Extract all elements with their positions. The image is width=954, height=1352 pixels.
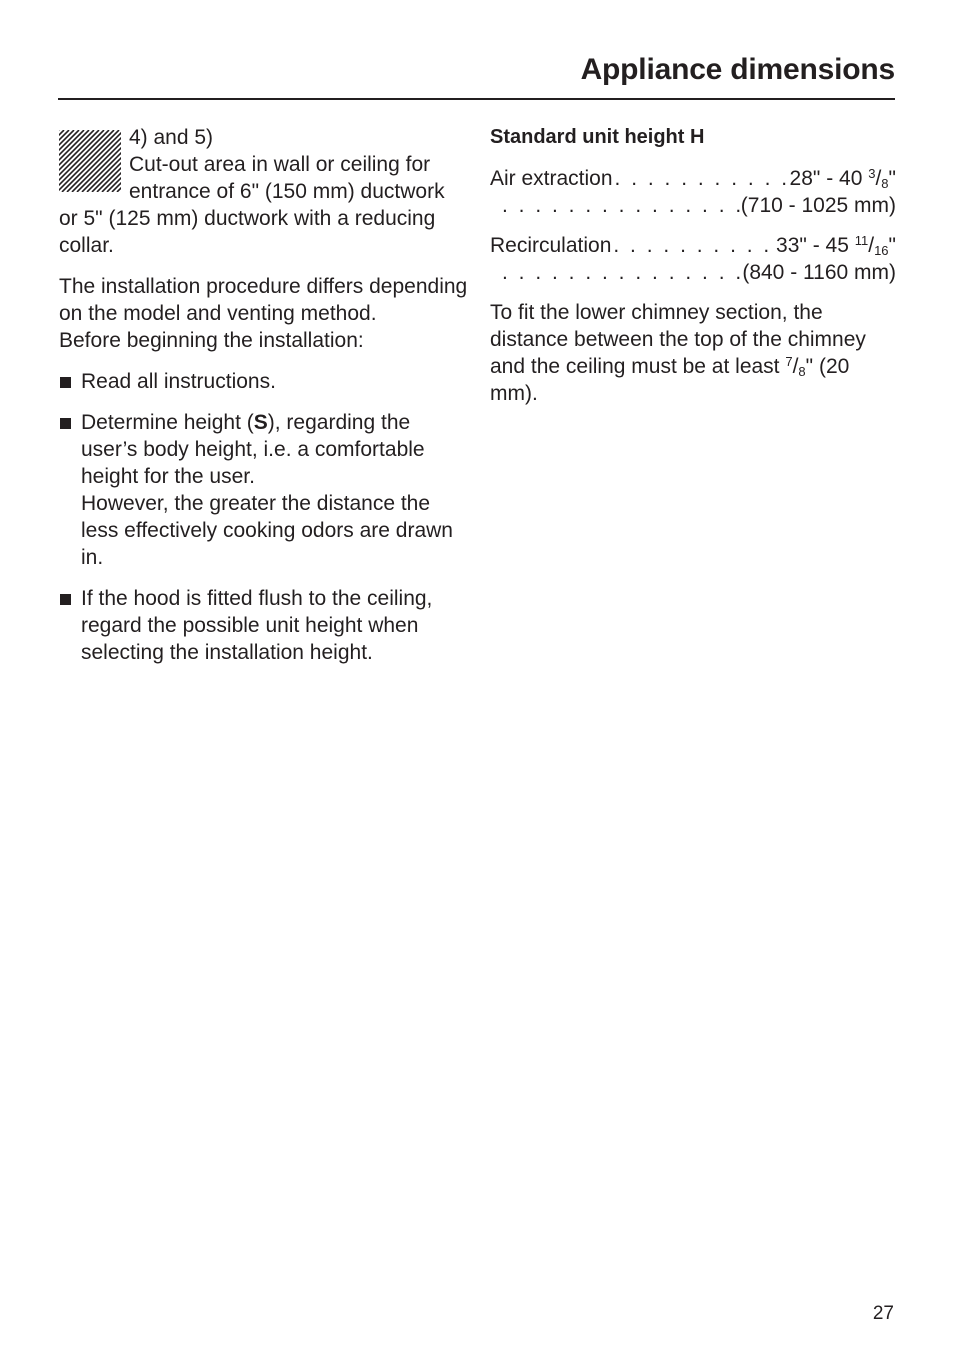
dimension-row-air-extraction — [490, 165, 896, 219]
fraction-denominator: 8 — [881, 176, 889, 191]
list-item — [59, 585, 469, 666]
legend-text: Cut-out area in wall or ceiling for entrance of 6" (150 mm) ductwork or 5" (125 mm) ductwork with a reducing collar. — [59, 153, 445, 257]
instruction-list — [59, 368, 469, 666]
dimension-value-inches — [776, 232, 896, 259]
left-column — [59, 124, 469, 680]
value-suffix: " — [888, 234, 896, 257]
value-prefix: 28" - 40 — [789, 167, 869, 190]
dimension-value-mm: (710 - 1025 mm) — [740, 194, 896, 217]
chimney-note — [490, 299, 896, 407]
dot-leader — [611, 232, 776, 259]
dimension-label: Air extraction — [490, 167, 613, 190]
section-heading: Standard unit height H — [490, 126, 705, 148]
page-title: Appliance dimensions — [580, 53, 895, 86]
dimension-label: Recirculation — [490, 234, 612, 257]
legend-number: 4) and 5) — [129, 126, 214, 149]
legend-item — [59, 124, 469, 259]
list-item-text-pre: Determine height ( — [81, 411, 254, 434]
list-item-text: If the hood is fitted flush to the ceiling, regard the possible unit height when selecting the installation height. — [81, 587, 433, 664]
dimension-value-mm: (840 - 1160 mm) — [742, 261, 896, 284]
dimension-value-inches — [790, 165, 896, 192]
fraction-slash: / — [792, 355, 799, 378]
page-number: 27 — [872, 1303, 894, 1324]
note-text: To fit the lower chimney section, the distance between the top of the chimney and the ceiling must be at least — [490, 301, 866, 378]
dimension-row-recirculation — [490, 232, 896, 286]
bullet-square-icon — [60, 594, 71, 605]
fraction-denominator: 8 — [798, 364, 806, 379]
list-item — [59, 368, 469, 395]
list-item — [59, 409, 469, 571]
fraction-denominator: 16 — [874, 243, 889, 258]
intro-text: The installation procedure differs depending on the model and venting method. — [59, 275, 468, 325]
fraction-numerator: 11 — [854, 233, 869, 248]
list-item-text-post: ), regarding the user’s body height, i.e. a comfortable height for the user. — [81, 411, 425, 488]
hatched-area-icon — [59, 130, 121, 192]
bullet-square-icon — [60, 418, 71, 429]
height-symbol: S — [253, 411, 268, 434]
list-item-text: Read all instructions. — [81, 370, 276, 393]
intro-paragraph — [59, 273, 469, 354]
fraction-slash: / — [875, 167, 882, 190]
right-column — [490, 124, 896, 421]
note-text-end: " (20 mm). — [490, 355, 850, 405]
list-item-text — [81, 409, 469, 490]
dot-leader — [500, 192, 741, 219]
dot-leader — [613, 165, 790, 192]
fraction-slash: / — [868, 234, 875, 257]
fraction-numerator: 3 — [868, 166, 876, 181]
list-item-note: However, the greater the distance the less effectively cooking odors are drawn in. — [81, 492, 453, 569]
fraction-numerator: 7 — [785, 354, 793, 369]
value-prefix: 33" - 45 — [776, 234, 855, 257]
dot-leader — [500, 259, 742, 286]
intro-lead: Before beginning the installation: — [59, 329, 364, 352]
bullet-square-icon — [60, 377, 71, 388]
header-divider — [58, 98, 895, 100]
value-suffix: " — [888, 167, 896, 190]
